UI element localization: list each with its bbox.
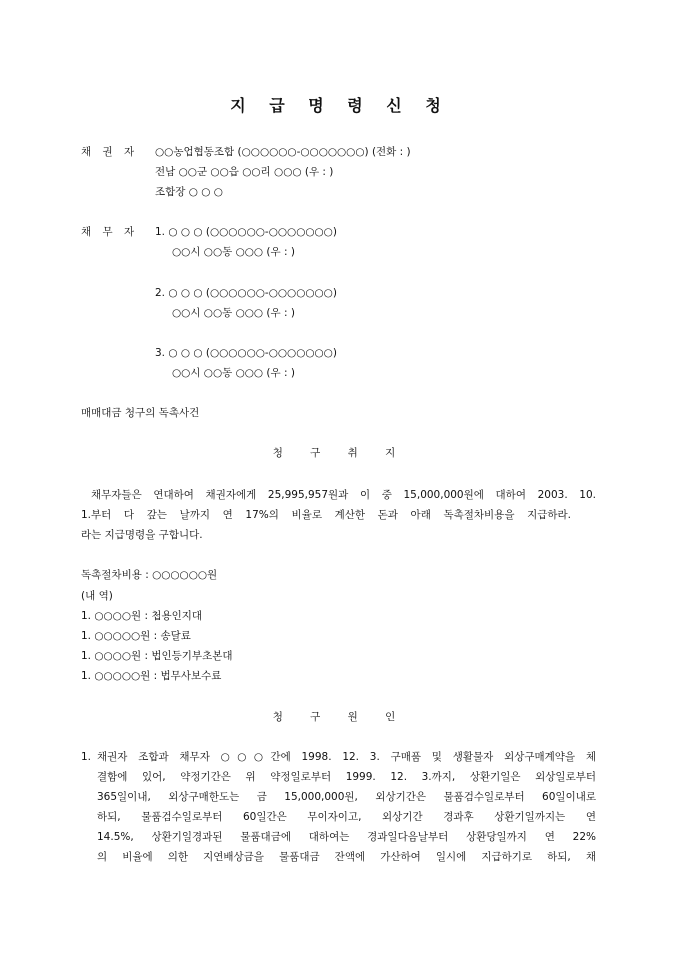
debtor-1-address: ○○시 ○○동 ○○○ (우 : ) [172, 246, 295, 258]
purpose-line-2: 1.부터 다 갚는 날까지 연 17%의 비율로 계산한 돈과 아래 독촉절차비용을 지급하라. [81, 509, 571, 521]
debtor-1-name: 1. ○ ○ ○ (○○○○○○-○○○○○○○) [155, 226, 337, 238]
cause-line-2: 결함에 있어, 약정기간은 위 약정일로부터 1999. 12. 3.까지, 상환기일은 외상일로부터 [97, 771, 596, 783]
cause-line-5: 14.5%, 상환기일경과된 물품대금에 대하여는 경과일다음날부터 상환당일까지 연 22% [97, 831, 596, 843]
cause-line-6: 의 비율에 의한 지연배상금을 물품대금 잔액에 가산하여 일시에 지급하기로 하되, 채 [97, 851, 596, 863]
cause-line-4: 하되, 물품검수일로부터 60일간은 무이자이고, 외상기간 경과후 상환기일까지는 연 [97, 811, 596, 823]
document-title: 지 급 명 령 신 청 [230, 96, 450, 115]
creditor-label: 채 권 자 [81, 146, 139, 158]
debtor-2-name: 2. ○ ○ ○ (○○○○○○-○○○○○○○) [155, 287, 337, 299]
cause-line-1: 채권자 조합과 채무자 ○○○간에 1998. 12. 3. 구매품 및 생활물자 외상구매계약을 체 [97, 751, 596, 763]
purpose-heading: 청 구 취 지 [272, 447, 408, 459]
purpose-line-3: 라는 지급명령을 구합니다. [81, 529, 203, 541]
cost-item: 1. ○○○○○원 : 송달료 [81, 630, 191, 642]
creditor-representative: 조합장 ○ ○ ○ [155, 186, 223, 198]
costs-total: 독촉절차비용 : ○○○○○○원 [81, 569, 218, 581]
cause-heading: 청 구 원 인 [272, 711, 408, 723]
cause-line-3: 365일이내, 외상구매한도는 금 15,000,000원, 외상기간은 물품검수일로부터 60일이내로 [97, 791, 596, 803]
debtor-2-address: ○○시 ○○동 ○○○ (우 : ) [172, 307, 295, 319]
cost-item: 1. ○○○○○원 : 법무사보수료 [81, 670, 222, 682]
debtor-label: 채 무 자 [81, 226, 139, 238]
cost-item: 1. ○○○○원 : 법인등기부초본대 [81, 650, 233, 662]
purpose-line-1: 채무자들은 연대하여 채권자에게 25,995,957원과 이 중 15,000,000원에 대하여 2003. 10. [91, 489, 596, 501]
cause-item-marker: 1. [81, 751, 92, 763]
cost-item: 1. ○○○○원 : 첩용인지대 [81, 610, 203, 622]
case-name: 매매대금 청구의 독촉사건 [81, 407, 200, 419]
creditor-name: ○○농업협동조합 (○○○○○○-○○○○○○○) (전화 : ) [155, 146, 411, 158]
debtor-3-name: 3. ○ ○ ○ (○○○○○○-○○○○○○○) [155, 347, 337, 359]
costs-breakdown-label: (내 역) [81, 590, 113, 602]
debtor-3-address: ○○시 ○○동 ○○○ (우 : ) [172, 367, 295, 379]
creditor-address: 전남 ○○군 ○○읍 ○○리 ○○○ (우 : ) [155, 166, 334, 178]
